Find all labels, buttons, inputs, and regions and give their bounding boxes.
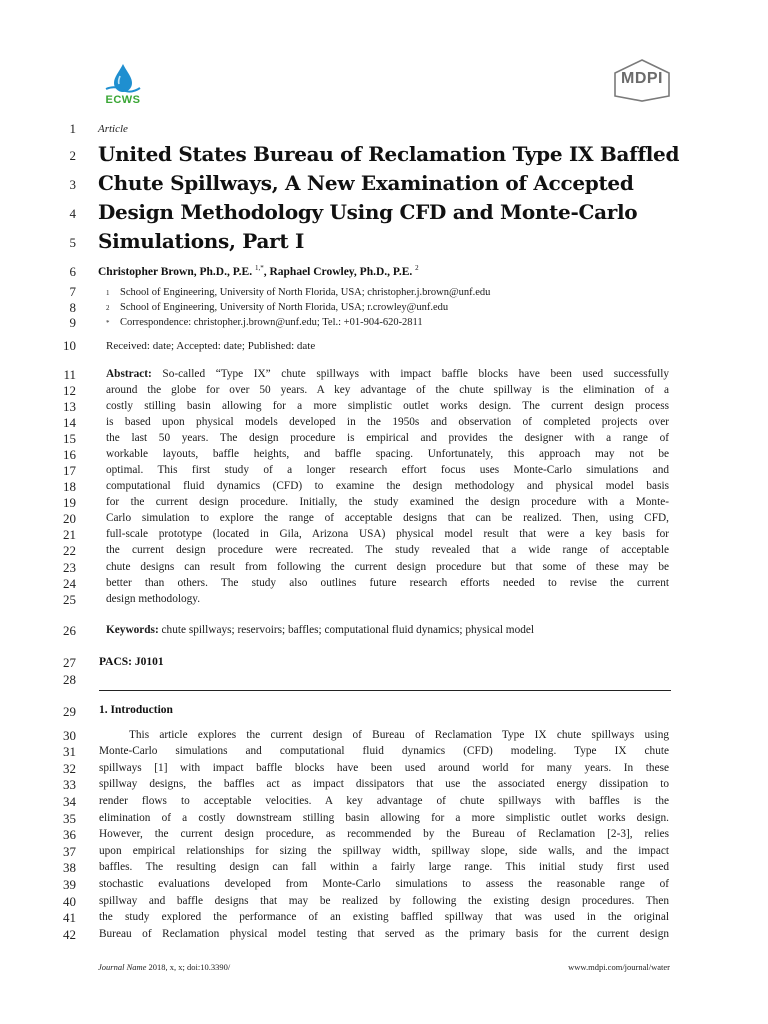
author-affiliation-mark: 2 xyxy=(415,264,419,272)
footer-doi: 2018, x, x; doi:10.3390/ xyxy=(146,962,231,972)
line-number: 24 xyxy=(63,576,76,591)
affiliation xyxy=(106,287,490,299)
line-number: 29 xyxy=(63,704,76,719)
line-number: 13 xyxy=(63,399,76,414)
line-number: 30 xyxy=(63,728,76,743)
body-line: baffles. The resulting design can fall within a fairly large range. This initial study first used xyxy=(99,861,669,873)
affiliation-text: Correspondence: christopher.j.brown@unf.edu; Tel.: +01-904-620-2811 xyxy=(120,317,423,328)
line-number: 42 xyxy=(63,927,76,942)
body-line: spillway designs, the baffles act as impact dissipators that use the associated energy dissipation to xyxy=(99,778,669,790)
line-number: 26 xyxy=(63,623,76,638)
author-list xyxy=(98,264,419,278)
abstract-line: the current design procedure were recreated. The study revealed that a wide range of acceptable xyxy=(106,544,669,556)
footer-url[interactable]: www.mdpi.com/journal/water xyxy=(568,962,670,972)
abstract-line: computational fluid dynamics (CFD) to examine the design methodology and physical model basis xyxy=(106,480,669,492)
body-line: upon empirical relationships for sizing the spillway width, spillway slope, side walls, and the impact xyxy=(99,845,669,857)
body-line: Bureau of Reclamation physical model testing that served as the primary basis for the current design xyxy=(99,928,669,940)
title-line: United States Bureau of Reclamation Type IX Baffled xyxy=(98,142,680,166)
body-line: stochastic evaluations developed from Monte-Carlo simulations to assess the reasonable range of xyxy=(99,878,669,890)
author-name: , Raphael Crowley, Ph.D., P.E. xyxy=(263,265,416,278)
keywords xyxy=(106,623,669,637)
title-line: Chute Spillways, A New Examination of Accepted xyxy=(98,171,634,195)
affiliation-text: School of Engineering, University of North Florida, USA; christopher.j.brown@unf.edu xyxy=(120,287,491,298)
abstract-line: is based upon physical models developed in the 1950s and observation of completed projects over xyxy=(106,416,669,428)
footer-journal-name: Journal Name xyxy=(98,962,147,972)
pacs-code: PACS: J0101 xyxy=(99,656,164,668)
keywords-label: Keywords: xyxy=(106,624,159,636)
body-line: the study explored the performance of an existing baffled spillway that was used in the original xyxy=(99,911,669,923)
abstract-label: Abstract: xyxy=(106,368,152,380)
line-number: 16 xyxy=(63,447,76,462)
footer-citation xyxy=(98,962,230,972)
mdpi-logo xyxy=(612,58,672,102)
body-line: Monte-Carlo simulations and computational fluid dynamics (CFD) modeling. Type IX chute xyxy=(99,745,669,757)
line-number: 34 xyxy=(63,794,76,809)
line-number: 35 xyxy=(63,811,76,826)
abstract-line: the last 50 years. The design procedure is empirical and provides the designer with a range of xyxy=(106,432,669,444)
line-number: 5 xyxy=(69,235,76,250)
line-number: 17 xyxy=(63,463,76,478)
ecws-logo-text: ECWS xyxy=(105,94,141,106)
article-type: Article xyxy=(98,123,128,135)
line-number: 39 xyxy=(63,877,76,892)
affiliation-mark: * xyxy=(106,319,110,327)
line-number: 37 xyxy=(63,844,76,859)
affiliation-mark: 1 xyxy=(106,289,110,297)
body-line: This article explores the current design of Bureau of Reclamation Type IX chute spillways using xyxy=(129,729,669,741)
line-number: 11 xyxy=(63,367,76,382)
line-number: 3 xyxy=(69,177,76,192)
line-number: 6 xyxy=(69,264,76,279)
line-number: 7 xyxy=(69,284,76,299)
line-number: 1 xyxy=(69,121,76,136)
title-line: Simulations, Part I xyxy=(98,229,305,253)
author-affiliation-mark: 1,* xyxy=(254,264,264,272)
body-line: However, the current design procedure, as recommended by the Bureau of Reclamation [2-3], relies xyxy=(99,828,669,840)
body-line: spillway and baffle designs that may be realized by following the existing design procedures. Then xyxy=(99,895,669,907)
abstract-line: Abstract: So-called “Type IX” chute spillways with impact baffle blocks have been used successfully xyxy=(106,368,669,380)
abstract-line: design methodology. xyxy=(106,593,201,605)
abstract-line: full-scale prototype (located in Gila, Arizona USA) physical model result that were a key basis for xyxy=(106,528,669,540)
line-number: 4 xyxy=(69,206,76,221)
water-drop-icon xyxy=(98,62,148,96)
affiliation-mark: 2 xyxy=(106,304,110,312)
line-number: 18 xyxy=(63,479,76,494)
abstract-line: for the current design procedure. Initially, the study examined the design procedure with a Monte- xyxy=(106,496,669,508)
line-number: 8 xyxy=(69,300,76,315)
line-number: 22 xyxy=(63,543,76,558)
line-number: 10 xyxy=(63,338,76,353)
line-number: 38 xyxy=(63,860,76,875)
line-number: 14 xyxy=(63,415,76,430)
line-number: 41 xyxy=(63,910,76,925)
line-number: 2 xyxy=(69,148,76,163)
title-line: Design Methodology Using CFD and Monte-Carlo xyxy=(98,200,638,224)
line-number: 31 xyxy=(63,744,76,759)
line-number: 9 xyxy=(69,315,76,330)
section-divider xyxy=(99,690,671,691)
section-heading: 1. Introduction xyxy=(99,704,173,716)
line-number: 19 xyxy=(63,495,76,510)
body-line: spillways [1] with impact baffle blocks have been used around world for many years. In these xyxy=(99,762,669,774)
abstract-line: costly stilling basin allowing for a more simplistic outlet works design. The current design process xyxy=(106,400,669,412)
body-line: elimination of a costly downstream stilling basin allowing for a more simplistic outlet works design. xyxy=(99,812,669,824)
line-number: 33 xyxy=(63,777,76,792)
affiliation xyxy=(106,302,448,314)
keywords-text: chute spillways; reservoirs; baffles; computational fluid dynamics; physical model xyxy=(158,624,535,636)
line-number: 23 xyxy=(63,560,76,575)
line-number: 12 xyxy=(63,383,76,398)
line-number: 20 xyxy=(63,511,76,526)
received-dates: Received: date; Accepted: date; Published: date xyxy=(106,340,316,352)
abstract-line: around the globe for over 50 years. A key advantage of the chute spillway is the elimination of a xyxy=(106,384,669,396)
abstract-line: workable layouts, baffle heights, and baffle spacing. Unfortunately, this approach may not be xyxy=(106,448,669,460)
line-number: 28 xyxy=(63,672,76,687)
affiliation-text: School of Engineering, University of North Florida, USA; r.crowley@unf.edu xyxy=(120,302,449,313)
line-number: 21 xyxy=(63,527,76,542)
ecws-logo xyxy=(98,62,148,108)
line-number: 27 xyxy=(63,655,76,670)
abstract-line: chute designs can result from following the current design procedure but that some of these may be xyxy=(106,561,669,573)
line-number: 25 xyxy=(63,592,76,607)
abstract-line: Carlo simulation to explore the range of acceptable designs that can be realized. Then, using CFD, xyxy=(106,512,669,524)
line-number: 15 xyxy=(63,431,76,446)
line-number: 36 xyxy=(63,827,76,842)
abstract-line: better than others. The study also outlines future research efforts needed to revise the current xyxy=(106,577,669,589)
correspondence xyxy=(106,317,423,329)
body-line: render flows to acceptable velocities. A key advantage of chute spillways with baffles is the xyxy=(99,795,669,807)
mdpi-logo-text: MDPI xyxy=(621,70,663,87)
line-number: 32 xyxy=(63,761,76,776)
author-name: Christopher Brown, Ph.D., P.E. xyxy=(98,265,255,278)
line-number: 40 xyxy=(63,894,76,909)
abstract-line: optimal. This first study of a longer research effort focus uses Monte-Carlo simulations and xyxy=(106,464,669,476)
